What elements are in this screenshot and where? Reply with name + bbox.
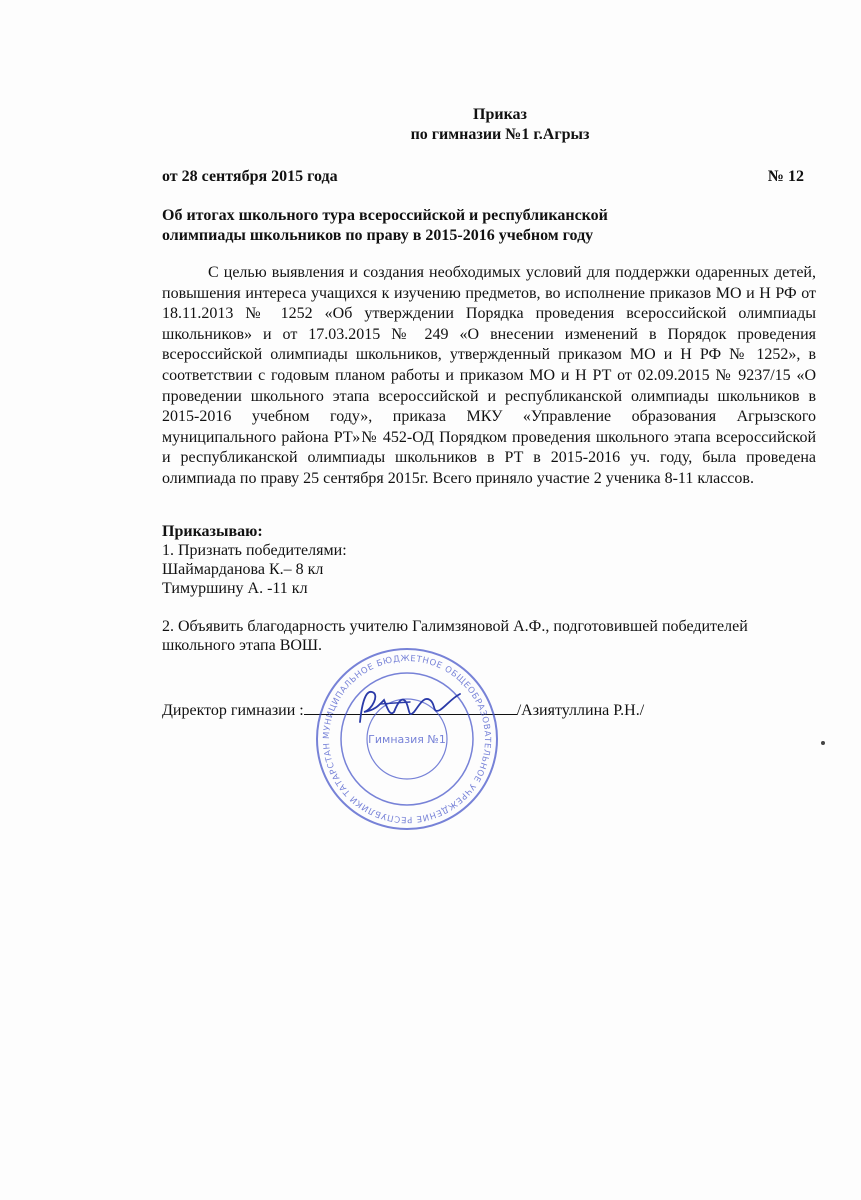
subject-line-2: олимпиады школьников по праву в 2015-2016 учебном году <box>162 227 594 244</box>
order-subject <box>162 206 722 246</box>
order-item-1: 1. Признать победителями: <box>162 542 347 559</box>
order-date: от 28 сентября 2015 года <box>162 168 338 185</box>
document-title: Приказ <box>473 106 527 123</box>
order-number: № 12 <box>767 168 804 185</box>
winner-1: Шаймарданова К.– 8 кл <box>162 561 324 578</box>
document-header <box>400 105 600 145</box>
stamp-center-text: Гимназия №1 <box>368 733 446 746</box>
winner-2: Тимуршину А. -11 кл <box>162 580 308 597</box>
order-item-2-line-1: 2. Объявить благодарность учителю Галимзяновой А.Ф., подготовившей победителей <box>162 618 748 635</box>
body-paragraph: С целью выявления и создания необходимых условий для поддержки одаренных детей, повышения интереса учащихся к изучению предметов, во исполнение приказов МО и Н РФ от 18.11.2013 № 1252 «Об утверждении Порядка проведения всероссийской олимпиады школьников» и от 17.03.2015 № 249 «О внесении изменений в Порядок проведения всероссийской олимпиады школьников, утвержденный приказом МО и Н РФ № 1252», в соответствии с годовым планом работы и приказом МО и Н РТ от 02.09.2015 № 9237/15 «О проведении школьного этапа всероссийской и республиканской олимпиады школьников в 2015-2016 учебном году», приказа МКУ «Управление образования Агрызского муниципального района РТ»№ 452-ОД Порядком проведения школьного этапа всероссийской и республиканской олимпиады школьников в РТ в 2015-2016 уч. году, была проведена олимпиада по праву 25 сентября 2015г. Всего приняло участие 2 ученика 8-11 классов. <box>162 264 816 487</box>
signature-name: /Азиятуллина Р.Н./ <box>516 702 645 719</box>
order-lead: Приказываю: <box>162 523 263 540</box>
subject-line-1: Об итогах школьного тура всероссийской и республиканской <box>162 207 608 224</box>
order-item-2-line-2: школьного этапа ВОШ. <box>162 637 323 654</box>
order-section <box>162 522 816 655</box>
scan-speck <box>821 741 825 745</box>
official-stamp <box>312 644 502 834</box>
document-subtitle: по гимназии №1 г.Агрыз <box>410 126 590 143</box>
stamp-outer-text: МУНИЦИПАЛЬНОЕ БЮДЖЕТНОЕ ОБЩЕОБРАЗОВАТЕЛЬНОЕ УЧРЕЖДЕНИЕ РЕСПУБЛИКИ ТАТАРСТАН <box>321 653 493 825</box>
spacer <box>162 598 816 617</box>
signature-position: Директор гимназии : <box>162 702 304 719</box>
handwritten-signature <box>350 682 470 732</box>
order-body <box>162 263 816 490</box>
dateline <box>162 167 812 187</box>
